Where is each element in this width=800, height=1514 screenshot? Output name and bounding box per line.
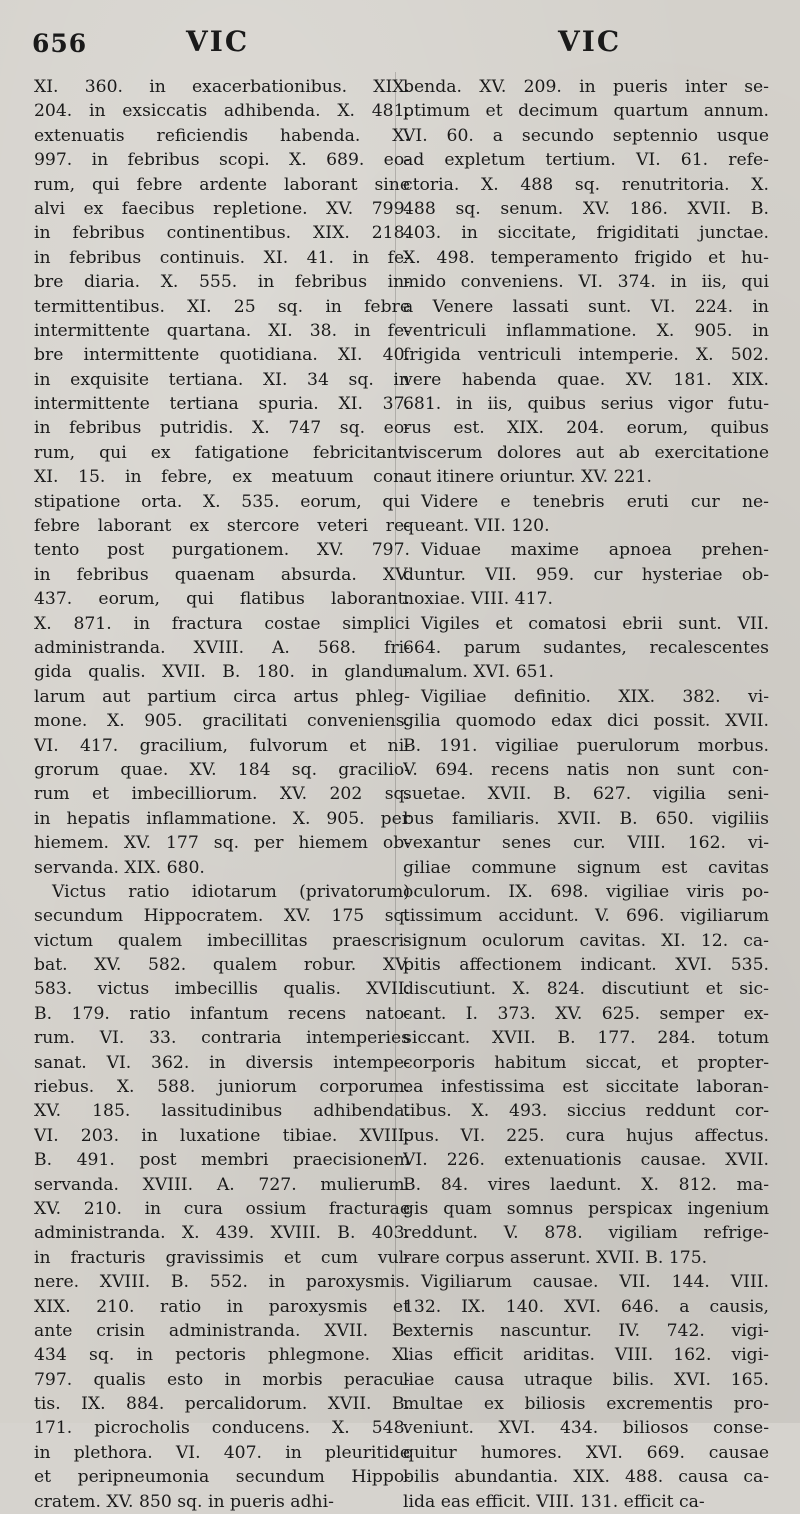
text-line: Vigiliae definitio. XIX. 382. vi-	[421, 686, 769, 707]
text-line: pus. VI. 225. cura hujus affectus.	[403, 1125, 769, 1146]
text-line: liae causa utraque bilis. XVI. 165.	[403, 1369, 769, 1390]
text-line: mido conveniens. VI. 374. in iis, qui	[403, 272, 769, 293]
text-line: 403. in siccitate, frigiditati junctae.	[403, 223, 769, 244]
text-line: 997. in febribus scopi. X. 689. eo-	[34, 150, 410, 171]
text-line: vere habenda quae. XV. 181. XIX.	[403, 369, 769, 390]
text-line: rus est. XIX. 204. eorum, quibus	[403, 418, 769, 439]
text-line: a Venere lassati sunt. VI. 224. in	[403, 296, 769, 317]
text-line: B. 179. ratio infantum recens nato-	[34, 1003, 410, 1024]
text-line: oculorum. IX. 698. vigiliae viris po-	[403, 881, 769, 902]
text-line: duntur. VII. 959. cur hysteriae ob-	[403, 564, 769, 585]
text-line: bus familiaris. XVII. B. 650. vigiliis	[403, 808, 769, 829]
text-line: victum qualem imbecillitas praescri-	[34, 930, 410, 951]
text-line: bre diaria. X. 555. in febribus in-	[34, 272, 410, 293]
text-line: termittentibus. XI. 25 sq. in febre	[34, 296, 410, 317]
text-line: riebus. X. 588. juniorum corporum.	[34, 1077, 410, 1098]
text-line: stipatione orta. X. 535. eorum, qui	[34, 491, 410, 512]
text-line: rare corpus asserunt. XVII. B. 175.	[403, 1247, 708, 1268]
text-line: discutiunt. X. 824. discutiunt et sic-	[403, 979, 769, 1000]
text-line: Vigiliarum causae. VII. 144. VIII.	[421, 1272, 769, 1293]
text-line: gida qualis. XVII. B. 180. in glandu-	[34, 662, 410, 683]
text-line: in fracturis gravissimis et cum vul-	[34, 1247, 410, 1268]
text-line: B. 491. post membri praecisionem	[34, 1150, 410, 1171]
text-line: tento post purgationem. XV. 797.	[34, 540, 410, 561]
running-head-left: VIC	[186, 25, 250, 58]
page-number: 656	[32, 29, 88, 58]
text-line: XV. 185. lassitudinibus adhibenda.	[34, 1101, 410, 1122]
text-line: V. 694. recens natis non sunt con-	[403, 759, 769, 780]
text-line: mone. X. 905. gracilitati conveniens.	[34, 711, 410, 732]
text-line: noxiae. VIII. 417.	[403, 589, 553, 610]
text-line: 204. in exsiccatis adhibenda. X. 481.	[34, 101, 410, 122]
text-line: ante crisin administranda. XVII. B.	[34, 1320, 410, 1341]
text-line: corporis habitum siccat, et propter-	[403, 1052, 769, 1073]
text-line: suetae. XVII. B. 627. vigilia seni-	[403, 784, 769, 805]
text-line: giliae commune signum est cavitas	[403, 857, 769, 878]
text-line: VI. 226. extenuationis causae. XVII.	[403, 1150, 769, 1171]
text-line: benda. XV. 209. in pueris inter se-	[403, 77, 769, 97]
text-line: ctoria. X. 488 sq. renutritoria. X.	[403, 174, 769, 195]
text-line: 434 sq. in pectoris phlegmone. X.	[34, 1345, 410, 1366]
text-line: in plethora. VI. 407. in pleuritide	[34, 1442, 410, 1463]
text-line: rum, qui febre ardente laborant sine	[34, 174, 410, 195]
text-line: gilia quomodo edax dici possit. XVII.	[403, 711, 769, 732]
text-line: in febribus putridis. X. 747 sq. eo-	[34, 418, 410, 439]
text-line: in hepatis inflammatione. X. 905. per	[34, 808, 410, 829]
text-line: VI. 60. a secundo septennio usque	[403, 125, 769, 146]
text-line: reddunt. V. 878. vigiliam refrige-	[403, 1223, 769, 1244]
text-line: 681. in iis, quibus serius vigor futu-	[403, 394, 769, 415]
text-line: 437. eorum, qui flatibus laborant.	[34, 589, 410, 610]
text-line: X. 498. temperamento frigido et hu-	[403, 247, 769, 268]
text-line: nere. XVIII. B. 552. in paroxysmis.	[34, 1272, 410, 1293]
text-line: 171. picrocholis conducens. X. 548.	[34, 1418, 410, 1439]
text-line: servanda. XIX. 680.	[34, 857, 205, 878]
text-line: Viduae maxime apnoea prehen-	[421, 540, 769, 561]
text-line: 488 sq. senum. XV. 186. XVII. B.	[403, 198, 769, 219]
text-line: viscerum dolores aut ab exercitatione	[403, 442, 769, 463]
text-line: servanda. XVIII. A. 727. mulierum.	[34, 1174, 410, 1195]
text-line: gis quam somnus perspicax ingenium	[403, 1198, 769, 1219]
text-line: aut itinere oriuntur. XV. 221.	[403, 467, 652, 488]
text-line: in febribus continentibus. XIX. 218.	[34, 223, 410, 244]
text-line: ventriculi inflammatione. X. 905. in	[403, 320, 769, 341]
text-line: malum. XVI. 651.	[403, 662, 554, 683]
text-line: bre intermittente quotidiana. XI. 40.	[34, 345, 410, 366]
text-line: lias efficit ariditas. VIII. 162. vigi-	[403, 1345, 769, 1366]
text-line: rum. VI. 33. contraria intemperies	[34, 1028, 410, 1049]
text-line: febre laborant ex stercore veteri re-	[34, 516, 410, 537]
text-line: hiemem. XV. 177 sq. per hiemem ob-	[34, 833, 410, 854]
text-line: queant. VII. 120.	[403, 516, 550, 537]
text-line: sanat. VI. 362. in diversis intempe-	[34, 1052, 410, 1073]
text-line: vexantur senes cur. VIII. 162. vi-	[403, 833, 769, 854]
text-line: B. 84. vires laedunt. X. 812. ma-	[403, 1174, 769, 1195]
text-line: quitur humores. XVI. 669. causae	[403, 1442, 769, 1463]
text-line: secundum Hippocratem. XV. 175 sq.	[34, 906, 410, 927]
text-line: VI. 417. gracilium, fulvorum et ni-	[34, 735, 410, 756]
text-line: administranda. XVIII. A. 568. fri-	[34, 637, 410, 658]
text-line: XI. 15. in febre, ex meatuum con-	[34, 467, 410, 488]
text-line: rum, qui ex fatigatione febricitant.	[34, 442, 410, 463]
text-line: 132. IX. 140. XVI. 646. a causis,	[403, 1296, 769, 1317]
text-line: tibus. X. 493. siccius reddunt cor-	[403, 1101, 769, 1122]
right-column	[403, 75, 769, 1514]
text-line: lida eas efficit. VIII. 131. efficit ca-	[403, 1491, 705, 1512]
text-line: grorum quae. XV. 184 sq. gracilio-	[34, 759, 410, 780]
text-line: externis nascuntur. IV. 742. vigi-	[403, 1320, 769, 1341]
text-line: larum aut partium circa artus phleg-	[34, 686, 410, 707]
left-column	[34, 75, 410, 1514]
text-line: Victus ratio idiotarum (privatorum)	[52, 881, 410, 902]
text-line: pitis affectionem indicant. XVI. 535.	[403, 955, 769, 976]
text-line: VI. 203. in luxatione tibiae. XVIII.	[34, 1125, 410, 1146]
text-line: 583. victus imbecillis qualis. XVII.	[34, 979, 410, 1000]
text-line: signum oculorum cavitas. XI. 12. ca-	[403, 930, 769, 951]
text-line: administranda. X. 439. XVIII. B. 403.	[34, 1223, 410, 1244]
text-line: ad expletum tertium. VI. 61. refe-	[403, 150, 769, 171]
text-line: in exquisite tertiana. XI. 34 sq. in	[34, 369, 410, 390]
text-line: 797. qualis esto in morbis peracu-	[34, 1369, 410, 1390]
text-line: B. 191. vigiliae puerulorum morbus.	[403, 735, 769, 756]
text-line: et peripneumonia secundum Hippo-	[34, 1467, 410, 1488]
text-line: in febribus continuis. XI. 41. in fe-	[34, 247, 410, 268]
text-line: alvi ex faecibus repletione. XV. 799.	[34, 198, 410, 219]
text-line: multae ex biliosis excrementis pro-	[403, 1394, 769, 1415]
text-line: cratem. XV. 850 sq. in pueris adhi-	[34, 1491, 334, 1512]
text-line: bilis abundantia. XIX. 488. causa ca-	[403, 1467, 769, 1488]
text-line: Vigiles et comatosi ebrii sunt. VII.	[421, 613, 769, 634]
text-line: intermittente tertiana spuria. XI. 37.	[34, 394, 410, 415]
text-line: XIX. 210. ratio in paroxysmis et	[34, 1296, 410, 1317]
text-line: intermittente quartana. XI. 38. in fe-	[34, 320, 410, 341]
running-head-right: VIC	[558, 25, 622, 58]
text-line: ea infestissima est siccitate laboran-	[403, 1077, 769, 1098]
text-line: extenuatis reficiendis habenda. X.	[34, 125, 410, 146]
text-line: XV. 210. in cura ossium fracturae	[34, 1198, 410, 1219]
text-line: siccant. XVII. B. 177. 284. totum	[403, 1028, 769, 1049]
text-line: cant. I. 373. XV. 625. semper ex-	[403, 1003, 769, 1024]
text-line: rum et imbecilliorum. XV. 202 sq.	[34, 784, 410, 805]
text-line: ptimum et decimum quartum annum.	[403, 101, 769, 122]
text-line: X. 871. in fractura costae simplici	[34, 613, 410, 634]
text-line: veniunt. XVI. 434. biliosos conse-	[403, 1418, 769, 1439]
text-line: 664. parum sudantes, recalescentes	[403, 637, 769, 658]
text-line: in febribus quaenam absurda. XV.	[34, 564, 410, 585]
text-line: Videre e tenebris eruti cur ne-	[421, 491, 769, 512]
text-line: bat. XV. 582. qualem robur. XV.	[34, 955, 410, 976]
text-line: tissimum accidunt. V. 696. vigiliarum	[403, 906, 769, 927]
text-line: tis. IX. 884. percalidorum. XVII. B.	[34, 1394, 410, 1415]
text-line: frigida ventriculi intemperie. X. 502.	[403, 345, 769, 366]
text-line: XI. 360. in exacerbationibus. XIX.	[34, 77, 410, 97]
